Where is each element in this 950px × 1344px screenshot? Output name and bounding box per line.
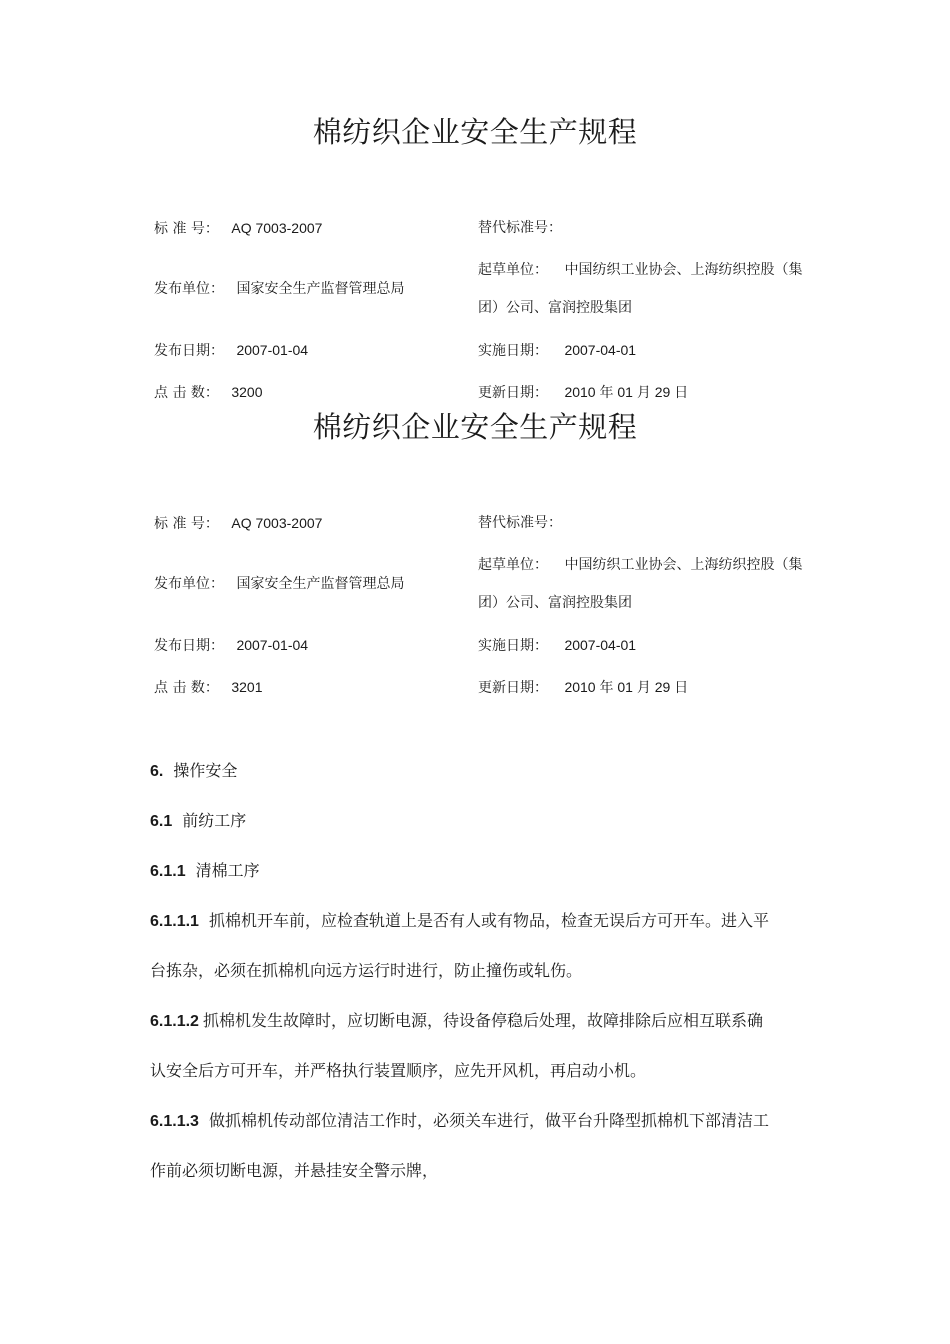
section-title: 前纺工序 [182,811,247,830]
update-date-value: 2010 年 01 月 29 日 [564,384,689,400]
drafter-value-line2: 团）公司、富润控股集团 [478,595,632,611]
standard-number-label: 标 准 号： [154,221,219,237]
section-heading-6 [150,758,237,781]
section-number: 6.1.1 [150,863,186,880]
publisher-row [154,574,404,594]
publisher-row [154,279,404,299]
publish-date-label: 发布日期： [154,638,224,654]
drafter-value-line2: 团）公司、富润控股集团 [478,300,632,316]
implement-date-label: 实施日期： [478,638,548,654]
standard-number-value: AQ 7003-2007 [231,515,323,531]
standard-number-label: 标 准 号： [154,516,219,532]
publisher-value: 国家安全生产监督管理总局 [236,576,405,592]
clause-number: 6.1.1.1 [150,913,199,930]
drafter-value-line1: 中国纺织工业协会、上海纺织控股（集 [564,262,803,278]
drafter-label: 起草单位： [478,557,548,573]
publish-date-row [154,340,308,361]
replacement-standard-label: 替代标准号： [478,220,562,236]
section-heading-6-1 [150,808,246,831]
update-date-label: 更新日期： [478,385,548,401]
clause-6-1-1-3-line2: 作前必须切断电源，并悬挂安全警示牌， [150,1161,439,1180]
click-count-label: 点 击 数： [154,385,219,401]
implement-date-row [478,340,636,361]
click-count-label: 点 击 数： [154,680,219,696]
clause-6-1-1-1-line2: 台拣杂，必须在抓棉机向远方运行时进行，防止撞伤或轧伤。 [150,961,583,980]
clause-number: 6.1.1.3 [150,1113,199,1130]
update-date-label: 更新日期： [478,680,548,696]
standard-number-row [154,218,322,239]
publish-date-row [154,635,308,656]
publish-date-value: 2007-01-04 [236,342,309,358]
clause-6-1-1-3-line1 [150,1108,769,1131]
clause-text: 做抓棉机传动部位清洁工作时，必须关车进行，做平台升降型抓棉机下部清洁工 [208,1111,769,1130]
update-date-row [478,382,688,403]
clause-number: 6.1.1.2 [150,1013,199,1030]
section-number: 6. [150,763,164,780]
section-heading-6-1-1 [150,858,260,881]
clause-6-1-1-2-line2: 认安全后方可开车，并严格执行装置顺序，应先开风机，再启动小机。 [150,1061,647,1080]
document-title-repeat: 棉纺织企业安全生产规程 [312,410,638,444]
drafter-row [478,555,802,575]
section-title: 操作安全 [173,761,238,780]
click-count-value: 3201 [231,679,263,695]
drafter-row [478,260,802,280]
clause-text: 抓棉机发生故障时，应切断电源，待设备停稳后处理，故障排除后应相互联系确 [202,1011,763,1030]
publisher-label: 发布单位： [154,576,224,592]
publish-date-label: 发布日期： [154,343,224,359]
update-date-row [478,677,688,698]
clause-6-1-1-2-line1 [150,1008,763,1031]
update-date-value: 2010 年 01 月 29 日 [564,679,689,695]
clause-6-1-1-1-line1 [150,908,769,931]
drafter-value-line1: 中国纺织工业协会、上海纺织控股（集 [564,557,803,573]
publisher-value: 国家安全生产监督管理总局 [236,281,405,297]
implement-date-label: 实施日期： [478,343,548,359]
publisher-label: 发布单位： [154,281,224,297]
implement-date-value: 2007-04-01 [564,342,637,358]
publish-date-value: 2007-01-04 [236,637,309,653]
implement-date-row [478,635,636,656]
section-title: 清棉工序 [195,861,260,880]
drafter-label: 起草单位： [478,262,548,278]
click-count-value: 3200 [231,384,263,400]
standard-number-value: AQ 7003-2007 [231,220,323,236]
section-number: 6.1 [150,813,173,830]
implement-date-value: 2007-04-01 [564,637,637,653]
click-count-row [154,382,263,403]
replacement-standard-label: 替代标准号： [478,515,562,531]
click-count-row [154,677,263,698]
document-title: 棉纺织企业安全生产规程 [312,115,638,149]
standard-number-row [154,513,322,534]
clause-text: 抓棉机开车前，应检查轨道上是否有人或有物品，检查无误后方可开车。进入平 [208,911,769,930]
